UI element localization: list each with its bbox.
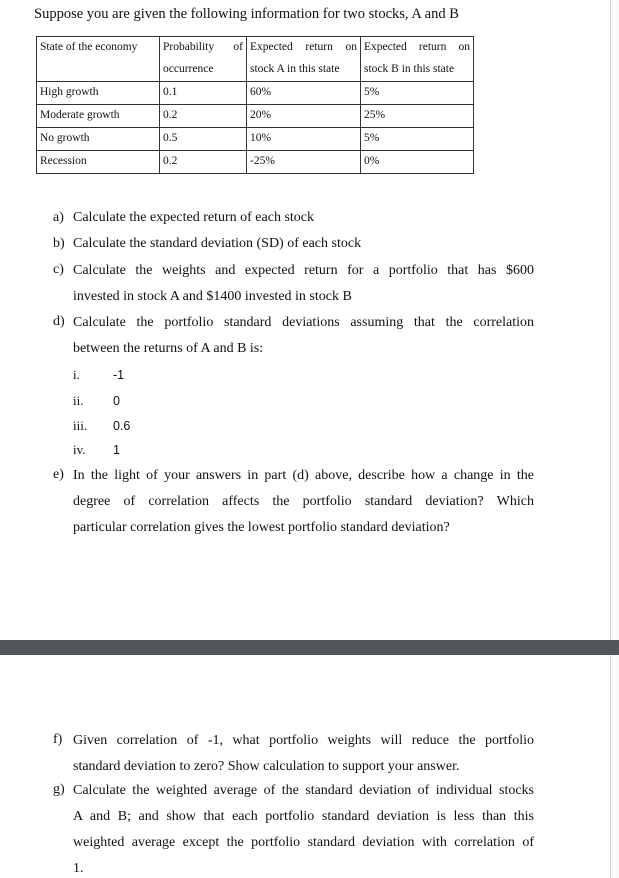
question-text: particular correlation gives the lowest portfolio standard deviation? xyxy=(73,520,450,535)
table-header-row xyxy=(37,37,474,60)
question-text: between the returns of A and B is: xyxy=(73,341,264,356)
header-cell: Expected return on xyxy=(247,37,361,60)
sub-value: 0 xyxy=(113,394,120,408)
question-b xyxy=(53,231,361,257)
question-text: In the light of your answers in part (d) above, describe how a change in the xyxy=(73,468,534,483)
sub-label: ii. xyxy=(73,393,84,408)
table-cell: -25% xyxy=(247,151,361,174)
question-label: a) xyxy=(53,210,64,225)
table-cell: 0.5 xyxy=(160,128,247,151)
question-text: 1. xyxy=(73,861,84,876)
intro-text: Suppose you are given the following information for two stocks, A and B xyxy=(34,6,459,22)
table-cell: 0.1 xyxy=(160,82,247,105)
header-cell xyxy=(37,59,160,82)
table-cell: Moderate growth xyxy=(37,105,160,128)
question-a xyxy=(53,205,314,231)
question-text: Given correlation of -1, what portfolio weights will reduce the portfolio xyxy=(73,733,534,748)
table-cell: 60% xyxy=(247,82,361,105)
question-label: g) xyxy=(53,782,65,797)
question-label: e) xyxy=(53,467,64,482)
table-cell: No growth xyxy=(37,128,160,151)
table-row xyxy=(37,151,474,174)
table-cell: 20% xyxy=(247,105,361,128)
header-cell: State of the economy xyxy=(37,37,160,60)
question-label: b) xyxy=(53,236,65,251)
header-cell: occurrence xyxy=(160,59,247,82)
table-cell: 25% xyxy=(361,105,474,128)
table-cell: 10% xyxy=(247,128,361,151)
question-text: Calculate the weights and expected return for a portfolio that has $600 xyxy=(73,263,534,278)
sub-item xyxy=(73,442,120,458)
header-cell: Expected return on xyxy=(361,37,474,60)
sub-label: iv. xyxy=(73,442,86,457)
sub-label: i. xyxy=(73,367,80,382)
sub-item xyxy=(73,393,120,409)
question-text: Calculate the portfolio standard deviations assuming that the correlation xyxy=(73,315,534,330)
table-cell: 0.2 xyxy=(160,105,247,128)
question-g xyxy=(53,777,73,803)
question-text: A and B; and show that each portfolio standard deviation is less than this xyxy=(73,809,534,824)
header-cell: Probability of xyxy=(160,37,247,60)
question-text: degree of correlation affects the portfolio standard deviation? Which xyxy=(73,494,534,509)
table-row xyxy=(37,105,474,128)
question-text: invested in stock A and $1400 invested in stock B xyxy=(73,289,352,304)
table-cell: High growth xyxy=(37,82,160,105)
page-edge-2 xyxy=(611,655,619,878)
table-cell: 5% xyxy=(361,82,474,105)
page-gap xyxy=(0,640,619,655)
table-cell: Recession xyxy=(37,151,160,174)
table-cell: 5% xyxy=(361,128,474,151)
header-cell: stock A in this state xyxy=(247,59,361,82)
returns-table xyxy=(36,36,474,174)
sub-item xyxy=(73,418,130,434)
question-d xyxy=(53,309,73,335)
question-text: Calculate the weighted average of the standard deviation of individual stocks xyxy=(73,783,534,798)
question-text: Calculate the standard deviation (SD) of each stock xyxy=(73,236,362,251)
question-text: Calculate the expected return of each stock xyxy=(73,210,314,225)
sub-label: iii. xyxy=(73,418,88,433)
question-text: weighted average except the portfolio standard deviation with correlation of xyxy=(73,835,534,850)
table-cell: 0% xyxy=(361,151,474,174)
question-label: c) xyxy=(53,262,64,277)
table-row xyxy=(37,128,474,151)
sub-item xyxy=(73,367,124,383)
sub-value: 1 xyxy=(113,443,120,457)
question-label: f) xyxy=(53,732,63,747)
question-c xyxy=(53,257,73,283)
page-edge xyxy=(611,0,619,640)
sub-value: -1 xyxy=(113,368,125,382)
header-cell: stock B in this state xyxy=(361,59,474,82)
sub-value: 0.6 xyxy=(113,419,131,433)
table-cell: 0.2 xyxy=(160,151,247,174)
question-f xyxy=(53,727,73,753)
table-header-row xyxy=(37,59,474,82)
question-label: d) xyxy=(53,314,65,329)
table-row xyxy=(37,82,474,105)
question-e xyxy=(53,462,73,488)
question-text: standard deviation to zero? Show calculation to support your answer. xyxy=(73,759,460,774)
